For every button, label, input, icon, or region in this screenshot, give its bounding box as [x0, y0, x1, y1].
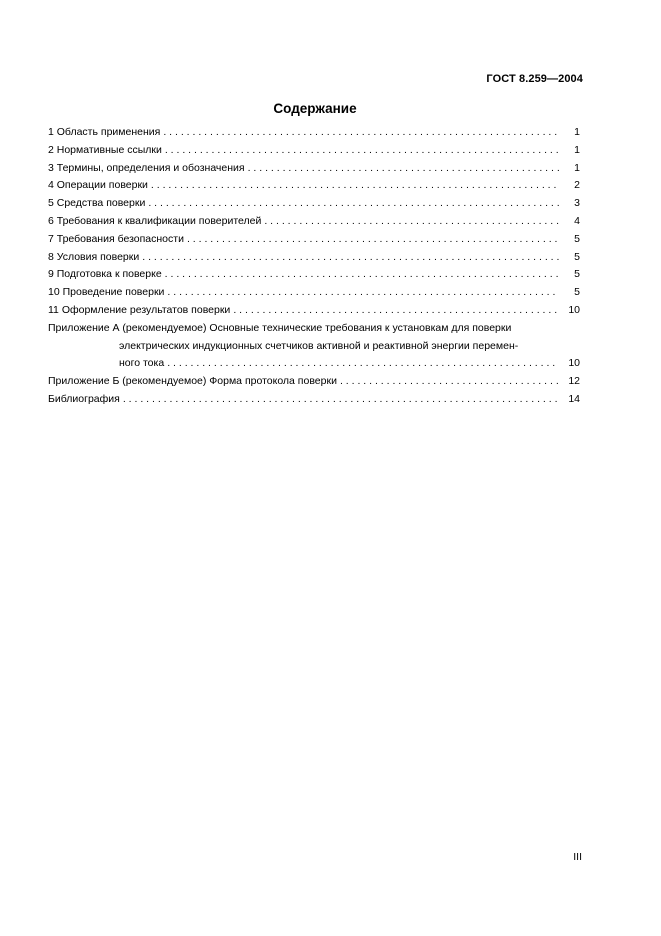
toc-leader-dots [264, 215, 559, 227]
appendix-a-line-2: электрических индукционных счетчиков активной и реактивной энергии перемен- [119, 339, 519, 352]
table-of-contents [48, 126, 580, 411]
toc-entry-appendix-b[interactable] [48, 375, 580, 393]
toc-entry-label: Библиография [48, 392, 120, 405]
toc-entry-9[interactable] [48, 268, 580, 286]
toc-leader-dots [142, 251, 559, 263]
toc-leader-dots [151, 179, 559, 191]
toc-entry-10[interactable] [48, 286, 580, 304]
toc-entry-page: 14 [568, 392, 580, 405]
toc-entry-page: 2 [574, 179, 580, 192]
toc-entry-label: 9 Подготовка к поверке [48, 268, 162, 281]
toc-entry-label: 11 Оформление результатов поверки [48, 303, 231, 316]
toc-leader-dots [163, 126, 559, 138]
toc-leader-dots [248, 162, 559, 174]
toc-entry-label: 5 Средства поверки [48, 197, 146, 210]
toc-entry-page: 5 [574, 268, 580, 281]
toc-entry-page: 5 [574, 286, 580, 299]
toc-title: Содержание [273, 101, 357, 116]
toc-entry-label: 8 Условия поверки [48, 250, 140, 263]
toc-leader-dots [233, 304, 559, 316]
toc-entry-label: 10 Проведение поверки [48, 286, 165, 299]
toc-entry-label: 6 Требования к квалификации поверителей [48, 214, 262, 227]
toc-entry-5[interactable] [48, 197, 580, 215]
toc-entry-page: 12 [568, 375, 580, 388]
toc-entry-label: 7 Требования безопасности [48, 232, 184, 245]
toc-entry-page: 10 [568, 357, 580, 370]
toc-entry-label: 2 Нормативные ссылки [48, 143, 162, 156]
toc-entry-label: 4 Операции поверки [48, 179, 148, 192]
toc-entry-label: Приложение Б (рекомендуемое) Форма протокола поверки [48, 375, 337, 388]
toc-leader-dots [340, 375, 559, 387]
toc-entry-8[interactable] [48, 251, 580, 269]
toc-entry-2[interactable] [48, 144, 580, 162]
toc-entry-3[interactable] [48, 162, 580, 180]
toc-entry-appendix-a[interactable] [48, 322, 580, 375]
toc-entry-page: 10 [568, 303, 580, 316]
toc-entry-page: 1 [574, 126, 580, 138]
toc-leader-dots [165, 144, 559, 156]
toc-leader-dots [167, 286, 559, 298]
toc-entry-11[interactable] [48, 304, 580, 322]
toc-leader-dots [123, 393, 559, 405]
toc-entry-6[interactable] [48, 215, 580, 233]
toc-entry-4[interactable] [48, 179, 580, 197]
document-code: ГОСТ 8.259—2004 [486, 73, 583, 85]
toc-entry-page: 1 [574, 143, 580, 156]
toc-entry-page: 5 [574, 250, 580, 263]
toc-leader-dots [187, 233, 559, 245]
page-number: III [573, 851, 582, 863]
toc-leader-dots [165, 268, 559, 280]
toc-entry-page: 1 [574, 161, 580, 174]
appendix-a-line-3: ного тока [119, 357, 165, 370]
toc-entry-page: 5 [574, 232, 580, 245]
toc-entry-page: 3 [574, 197, 580, 210]
toc-entry-7[interactable] [48, 233, 580, 251]
appendix-a-line-1: Приложение А (рекомендуемое) Основные технические требования к установкам для поверки [48, 321, 512, 334]
toc-leader-dots [148, 197, 559, 209]
toc-entry-1[interactable] [48, 126, 580, 144]
toc-entry-label: 1 Область применения [48, 126, 161, 138]
toc-entry-label: 3 Термины, определения и обозначения [48, 161, 245, 174]
toc-entry-page: 4 [574, 214, 580, 227]
toc-leader-dots [167, 357, 559, 369]
toc-entry-bibliography[interactable] [48, 393, 580, 411]
